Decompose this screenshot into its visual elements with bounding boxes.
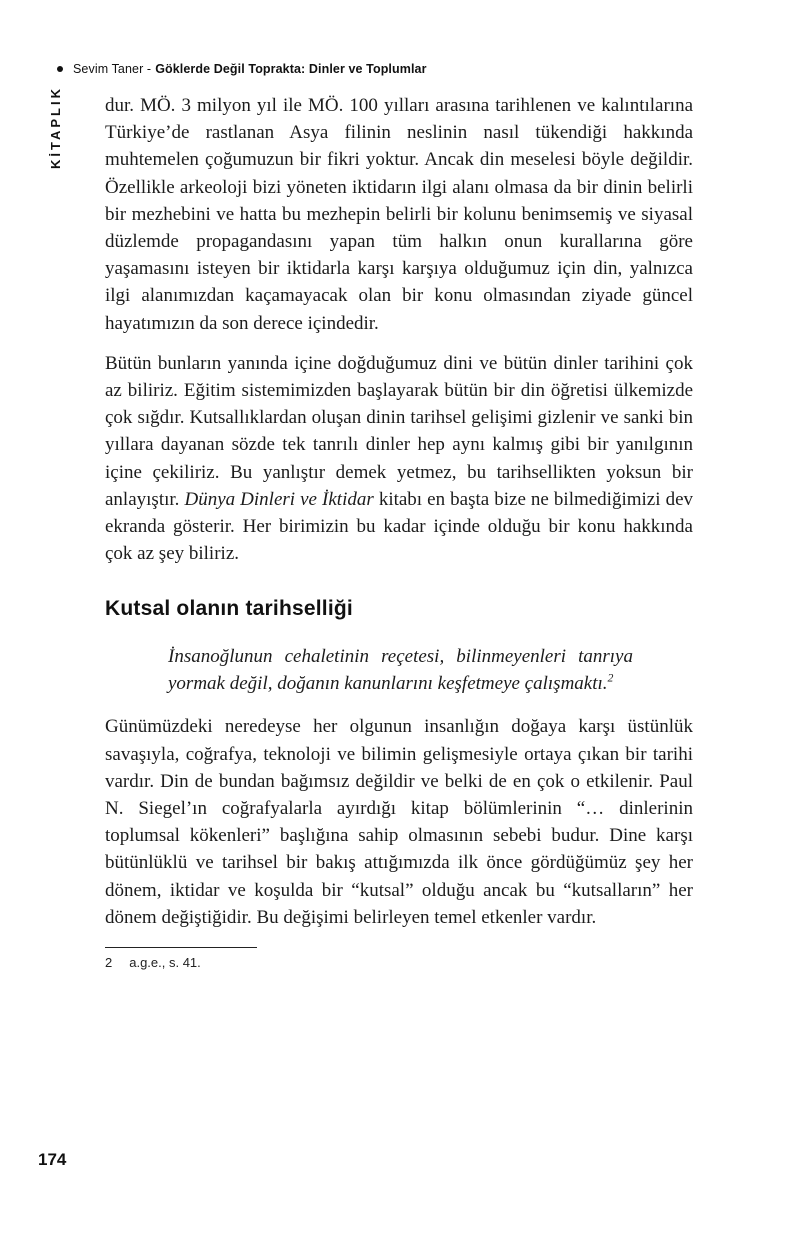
header-book-title: Göklerde Değil Toprakta: Dinler ve Toplumlar — [155, 62, 427, 76]
book-title-italic: Dünya Dinleri ve İktidar — [184, 488, 374, 510]
body-paragraph-2 — [105, 350, 693, 568]
footnote-number: 2 — [105, 955, 113, 971]
paragraph-2-text-start: Bütün bunların yanında içine doğduğumuz dini ve bütün dinler tarihini çok az biliriz. Eğitim sistemimizden başlayarak bütün bir din öğretisi ülkemizde çok sığdır. Kutsallıklardan oluşan dinin tarihsel gelişimi gizlenir ve sanki bin yıllara dayanan sözde tek tanrılı dinler hep aynı kalmış gibi bir yanılgının içine çekiliriz. Bu yanlıştır demek yetmez, bu tarihsellikten yoksun bir anlayıştır. — [105, 352, 693, 510]
quote-text: İnsanoğlunun cehaletinin reçetesi, bilinmeyenleri tanrıya yormak değil, doğanın kanunlarını keşfetmeye çalışmaktı. — [168, 646, 633, 695]
body-paragraph-1: dur. MÖ. 3 milyon yıl ile MÖ. 100 yılları arasına tarihlenen ve kalıntılarına Türkiye’de rastlanan Asya filinin neslinin nasıl tükendiği hakkında muhtemelen çoğumuzun bir fikri yoktur. Ancak din meselesi böyle değildir. Özellikle arkeoloji bizi yöneten iktidarın ilgi alanı olmasa da bir dinin belirli bir mezhebini ve hatta bu mezhepin belirli bir kolunu benimsemiş ve siyasal düzlemde propagandasını yapan tüm halkın onun kurallarına göre yaşamasını isteyen bir iktidarla karşı karşıya olduğumuz için din, yalnızca ilgi alanımızdan kaçamayacak olan bir konu olmasından ziyade güncel hayatımızın da son derece içindedir. — [105, 95, 693, 334]
body-paragraph-3: Günümüzdeki neredeyse her olgunun insanlığın doğaya karşı üstünlük savaşıyla, coğrafya, teknoloji ve bilimin gelişmesiyle ortaya çıkan bir tarihi vardır. Din de bundan bağımsız değildir ve belki de en çok o etkilenir. Paul N. Siegel’ın coğrafyalarla ayırdığı kitap bölümlerinin “… dinlerinin toplumsal kökenleri” başlığına sahip olmasının sebebi budur. Dine karşı bütünlüklü ve tarihsel bir bakış attığımızda ilk önce gördüğümüz şey her dönem, iktidar ve koşulda bir “kutsal” olduğu ancak bu “kutsalların” her dönem değiştiğidir. Bu değişimi belirleyen temel etkenler vardır. — [105, 716, 693, 928]
epigraph-quote — [168, 643, 633, 697]
paragraph-2-text-end: kitabı en başta bize ne bilmediğimizi dev ekranda gösterir. Her birimizin bu kadar içinde olduğu bir konu hakkında çok az şey biliriz. — [105, 488, 694, 565]
sidebar-label-kitaplik: KİTAPLIK — [48, 86, 63, 169]
footnote — [105, 955, 693, 970]
header-author: Sevim Taner - — [73, 62, 152, 76]
running-header — [57, 62, 427, 76]
section-heading: Kutsal olanın tarihselliği — [105, 597, 353, 621]
footnote-text: a.g.e., s. 41. — [129, 955, 201, 971]
footnote-separator — [105, 947, 257, 948]
bullet-icon — [57, 66, 63, 72]
main-text-column — [105, 92, 693, 970]
page-number: 174 — [38, 1150, 67, 1169]
footnote-reference: 2 — [607, 672, 614, 686]
